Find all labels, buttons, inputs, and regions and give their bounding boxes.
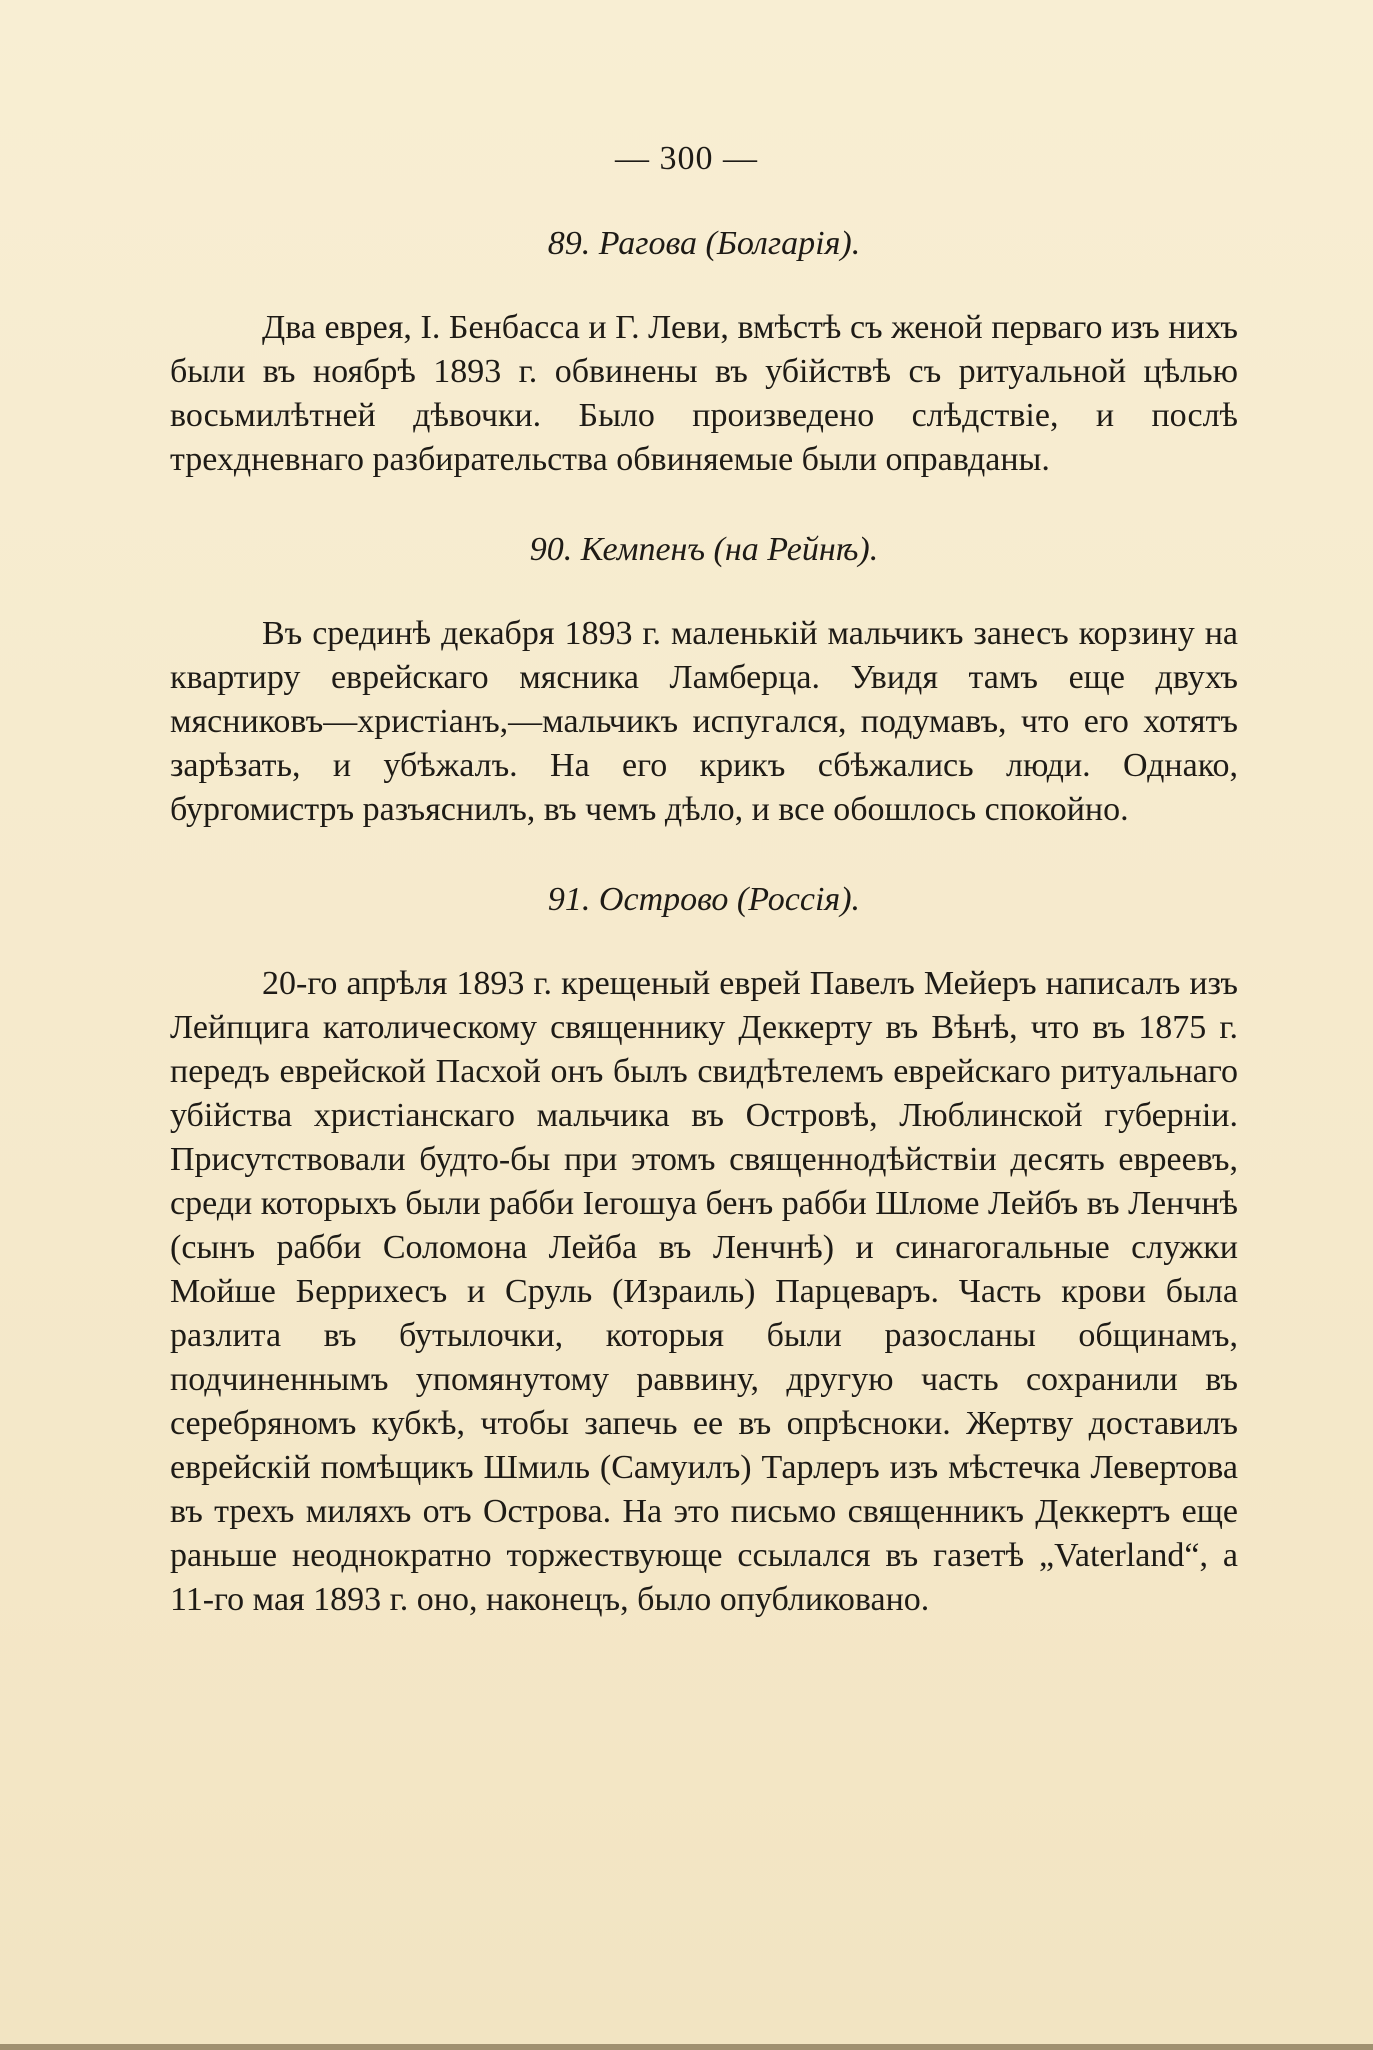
section-heading: 91. Острово (Россія). bbox=[547, 881, 861, 918]
section-heading: 90. Кемпенъ (на Рейнѣ). bbox=[529, 531, 879, 568]
page-bottom-edge bbox=[0, 2044, 1373, 2050]
section-90 bbox=[170, 528, 1238, 832]
page-number: — 300 — bbox=[615, 140, 758, 177]
section-paragraph: 20-го апрѣля 1893 г. крещеный еврей Павелъ Мейеръ написалъ изъ Лейпцига католическому священнику Деккерту въ Вѣнѣ, что въ 1875 г. передъ еврейской Пасхой онъ былъ свидѣтелемъ еврейскаго ритуальнаго убійства христіанскаго мальчика въ Островѣ, Люблинской губерніи. Присутствовали будто-бы при этомъ священнодѣйствіи десять евреевъ, среди которыхъ были рабби Іегошуа бенъ рабби Шломе Лейбъ въ Ленчнѣ (сынъ рабби Соломона Лейба въ Ленчнѣ) и синагогальные служки Мойше Беррихесъ и Сруль (Израиль) Парцеваръ. Часть крови была разлита въ бутылочки, которыя были разосланы общинамъ, подчиненнымъ упомянутому раввину, другую часть сохранили въ серебряномъ кубкѣ, чтобы запечь ее въ опрѣсноки. Жертву доставилъ еврейскій помѣщикъ Шмиль (Самуилъ) Тарлеръ изъ мѣстечка Левертова въ трехъ миляхъ отъ Острова. На это письмо священникъ Деккертъ еще раньше неоднократно торжествующе ссылался въ газетѣ „Vaterland“, а 11-го мая 1893 г. оно, наконецъ, было опубликовано. bbox=[170, 965, 1238, 1618]
section-paragraph: Два еврея, І. Бенбасса и Г. Леви, вмѣстѣ съ женой перваго изъ нихъ были въ ноябрѣ 1893 г. обвинены въ убійствѣ съ ритуальной цѣлью восьмилѣтней дѣвочки. Было произведено слѣдствіе, и послѣ трехдневнаго разбирательства обвиняемые были оправданы. bbox=[170, 309, 1238, 478]
section-heading: 89. Рагова (Болгарія). bbox=[547, 225, 861, 262]
page-content bbox=[170, 222, 1238, 1668]
section-89 bbox=[170, 222, 1238, 482]
section-paragraph: Въ срединѣ декабря 1893 г. маленькій мальчикъ занесъ корзину на квартиру еврейскаго мясника Ламберца. Увидя тамъ еще двухъ мясниковъ—христіанъ,—мальчикъ испугался, подумавъ, что его хотятъ зарѣзать, и убѣжалъ. На его крикъ сбѣжались люди. Однако, бургомистръ разъяснилъ, въ чемъ дѣло, и все обошлось спокойно. bbox=[170, 615, 1238, 828]
section-91 bbox=[170, 878, 1238, 1622]
